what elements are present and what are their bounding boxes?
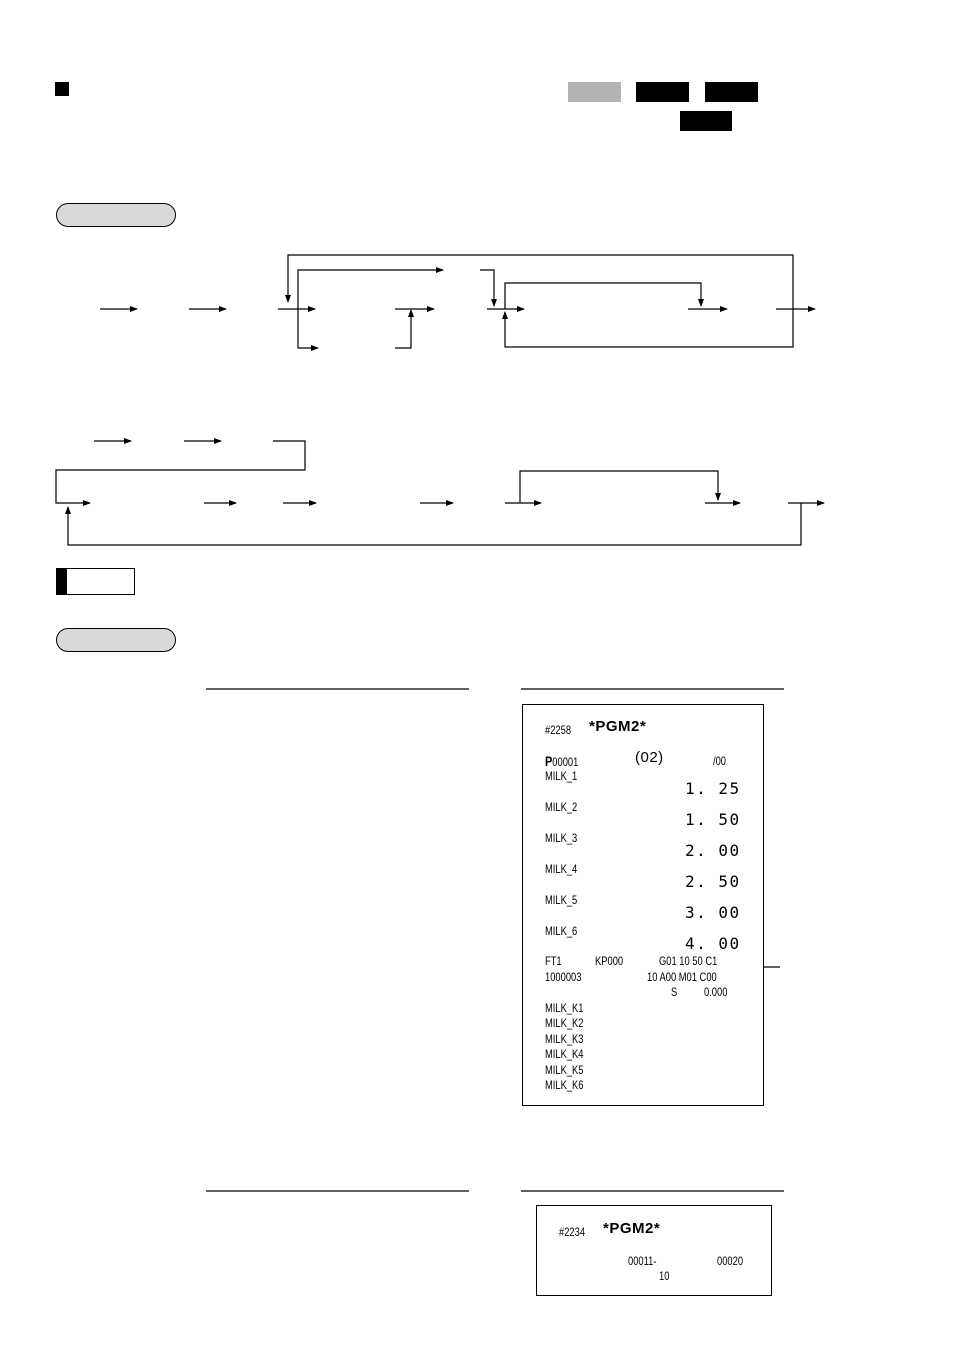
flow-branch [480, 270, 494, 306]
kitchen-name: MILK_K5 [545, 1063, 584, 1077]
item-price: 1. 50 [685, 810, 741, 829]
flow-repeat [505, 309, 793, 347]
flow-repeat [68, 503, 801, 545]
group-code: G01 10 50 C1 [659, 954, 718, 968]
item-price: 4. 00 [685, 934, 741, 953]
item-name: MILK_3 [545, 831, 578, 845]
mix-match-code: 10 A00 M01 C00 [647, 970, 717, 984]
s-label: S [671, 985, 678, 999]
kp-code: KP000 [595, 954, 624, 968]
item-price: 3. 00 [685, 903, 741, 922]
item-name: MILK_2 [545, 800, 578, 814]
flow-wrap [56, 441, 305, 503]
item-name: MILK_6 [545, 924, 578, 938]
kitchen-name: MILK_K1 [545, 1001, 584, 1015]
receipt-number: #2234 [559, 1225, 586, 1239]
flow-branch [298, 309, 318, 348]
item-name: MILK_1 [545, 769, 578, 783]
item-price: 2. 00 [685, 841, 741, 860]
kitchen-name: MILK_K4 [545, 1047, 584, 1061]
kitchen-name: MILK_K3 [545, 1032, 584, 1046]
department-code: (02) [635, 749, 664, 766]
item-name: MILK_4 [545, 862, 578, 876]
receipt-program-print [522, 704, 764, 1106]
range-end: 00020 [717, 1254, 744, 1268]
receipt-title: *PGM2* [589, 718, 647, 735]
status-code: 1000003 [545, 970, 582, 984]
ft1-label: FT1 [545, 954, 562, 968]
flow-repeat [505, 283, 701, 309]
range-start: 00011- [628, 1254, 657, 1268]
range-sub: 10 [659, 1269, 670, 1283]
s-value: 0.000 [704, 985, 728, 999]
plu-code: P00001 [545, 753, 579, 769]
flow-loop [288, 255, 793, 309]
receipt-number: #2258 [545, 723, 572, 737]
slash-code: /00 [713, 754, 727, 768]
flow-branch [395, 310, 411, 348]
item-price: 2. 50 [685, 872, 741, 891]
item-price: 1. 25 [685, 779, 741, 798]
receipt-title: *PGM2* [603, 1220, 661, 1237]
receipt-range-print [536, 1205, 772, 1296]
flow-skip [520, 471, 718, 503]
kitchen-name: MILK_K6 [545, 1078, 584, 1092]
kitchen-name: MILK_K2 [545, 1016, 584, 1030]
item-name: MILK_5 [545, 893, 578, 907]
flow-branch [298, 270, 443, 309]
